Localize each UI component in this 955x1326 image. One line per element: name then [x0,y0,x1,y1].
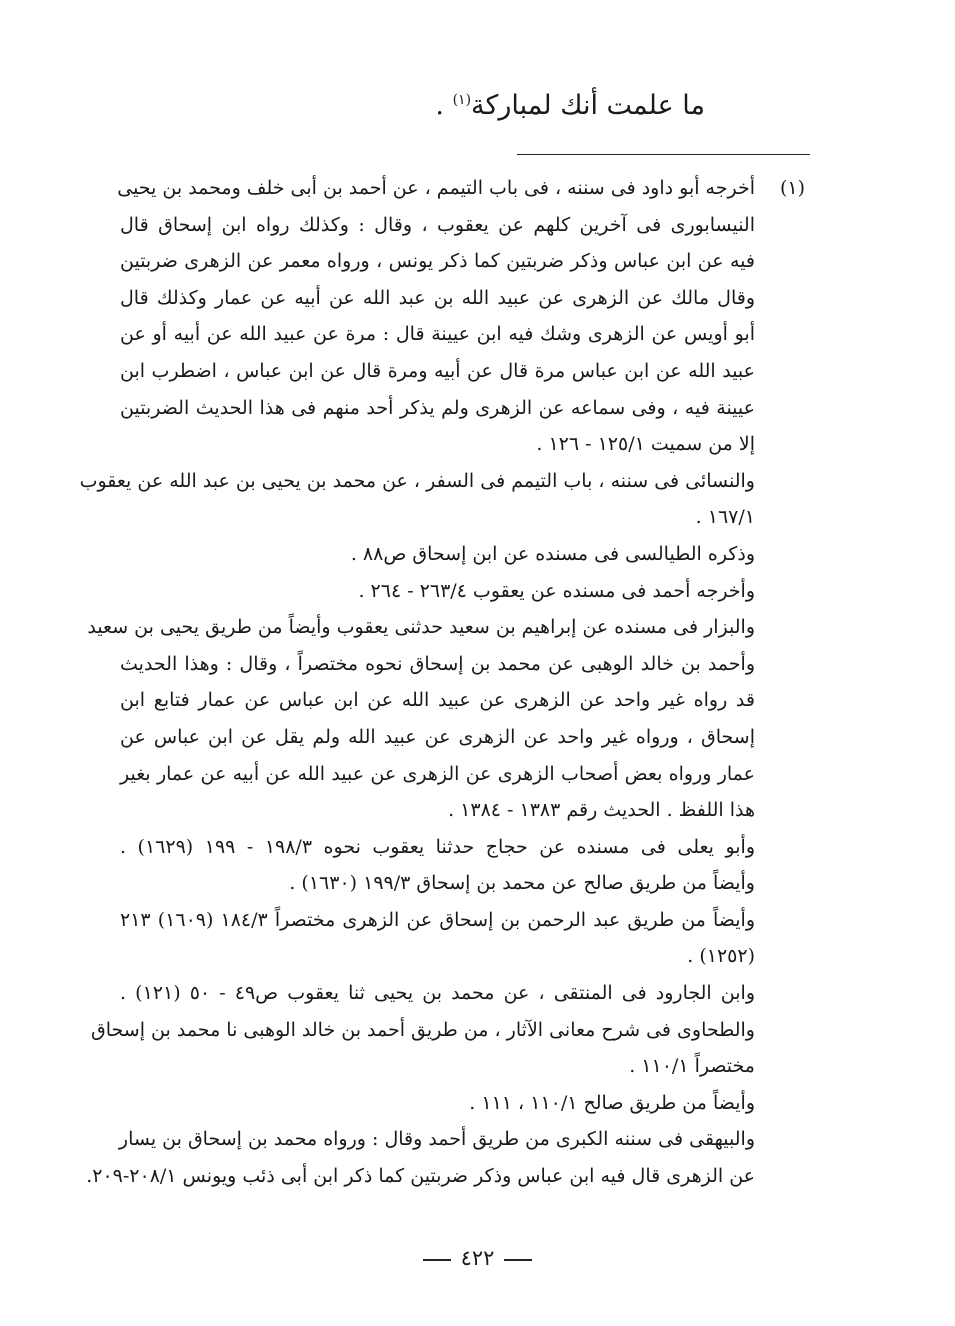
footnote-line: مختصراً ١١٠/١ . [629,1055,755,1078]
footnote-line: قد رواه غير واحد عن الزهرى عن عبيد الله عن ابن عباس عن عمار فتابع ابن [120,689,755,712]
footnote-line: وأيضاً من طريق صالح ١١٠/١ ، ١١١ . [469,1091,755,1114]
footnote-line: النيسابورى فى آخرين كلهم عن يعقوب ، وقال : وكذلك رواه ابن إسحاق قال [120,213,755,236]
footnote-line: وأيضاً من طريق عبد الرحمن بن إسحاق عن الزهرى مختصراً ١٨٤/٣ (١٦٠٩) ٢١٣ [120,908,755,931]
footnote-line: والبيهقى فى سننه الكبرى من طريق أحمد وقال : ورواه محمد بن إسحاق بن يسار [118,1128,755,1151]
footnote-line: والطحاوى فى شرح معانى الآثار ، من طريق أحمد بن خالد الوهبى نا محمد بن إسحاق [91,1018,755,1041]
page-number: ٤٢٢ [460,1246,495,1270]
main-text: ما علمت أنك لمباركة [471,90,705,121]
page-number-dash-right [504,1259,532,1261]
footnote-marker: (١) [779,177,805,199]
footnote-line: أبو أويس عن الزهرى وشك فيه ابن عيينة قال : مرة عن عبيد الله عن أبيه أو عن [120,323,755,346]
footnote-line: أخرجه أبو داود فى سننه ، فى باب التيمم ، عن أحمد بن أبى خلف ومحمد بن يحيى [117,177,755,199]
footnote-line: إسحاق ، ورواه غير واحد عن الزهرى عن عبيد الله ولم يقل عن ابن عباس عن [120,725,755,748]
footnote-separator [517,154,810,155]
footnote-line: والبزار فى مسنده عن إبراهيم بن سعيد حدثنى يعقوب وأيضاً من طريق يحيى بن سعيد [87,616,755,639]
footnote-line: والنسائى فى سننه ، باب التيمم فى السفر ، عن محمد بن يحيى بن عبد الله عن يعقوب [79,469,755,492]
page-number-line [0,1240,955,1276]
footnote-line: هذا اللفظ . الحديث رقم ١٣٨٣ - ١٣٨٤ . [448,799,755,822]
footnote-line: عن الزهرى قال فيه ابن عباس وذكر ضربتين كما ذكر ابن أبى ذئب ويونس ٢٠٨/١-٢٠٩. [86,1165,755,1188]
footnote-line: فيه عن ابن عباس وذكر ضربتين كما ذكر يونس ، ورواه معمر عن الزهرى ضربتين [120,250,755,273]
footnote-line: ١٦٧/١ . [695,506,755,529]
footnote-line: وأخرجه أحمد فى مسنده عن يعقوب ٢٦٣/٤ - ٢٦٤ . [358,579,755,602]
main-text-end: . [435,90,453,121]
footnote-line: وأبو يعلى فى مسنده عن حجاج حدثنا يعقوب نحوه ١٩٨/٣ - ١٩٩ (١٦٢٩) . [120,835,756,858]
footnote-line: (١٢٥٢) . [687,945,755,968]
footnote-line: وقال مالك عن الزهرى عن عبيد الله بن عبد الله عن أبيه عن عمار وكذلك قال [120,286,755,309]
footnote-line: عمار ورواه بعض أصحاب الزهرى عن الزهرى عن عبيد الله عن أبيه عن عمار بغير [120,762,755,785]
footnote-line: إلا من سميت ١٢٥/١ - ١٢٦ . [536,433,755,456]
main-text-line [145,78,705,128]
footnote-line: عبيد الله عن ابن عباس مرة قال عن أبيه ومرة قال عن ابن عباس ، اضطرب ابن [120,359,755,382]
footnote-body [79,170,756,1195]
footnote-line: وابن الجارود فى المنتقى ، عن محمد بن يحيى ثنا يعقوب ص٤٩ - ٥٠ (١٢١) . [120,982,756,1005]
footnote-line: عيينة فيه ، وفى سماعه عن الزهرى ولم يذكر أحد منهم فى هذا الحديث الضربتين [120,396,755,419]
page-number-dash-left [423,1259,451,1261]
footnote-reference: (١) [452,92,472,108]
footnote-line: وأحمد بن خالد الوهبى عن محمد بن إسحاق نحوه مختصراً ، وقال : وهذا الحديث [120,652,755,675]
footnote-line: وذكره الطيالسى فى مسنده عن ابن إسحاق ص٨٨ . [350,542,755,565]
footnote-line: وأيضاً من طريق صالح عن محمد بن إسحاق ١٩٩/٣ (١٦٣٠) . [289,872,755,895]
